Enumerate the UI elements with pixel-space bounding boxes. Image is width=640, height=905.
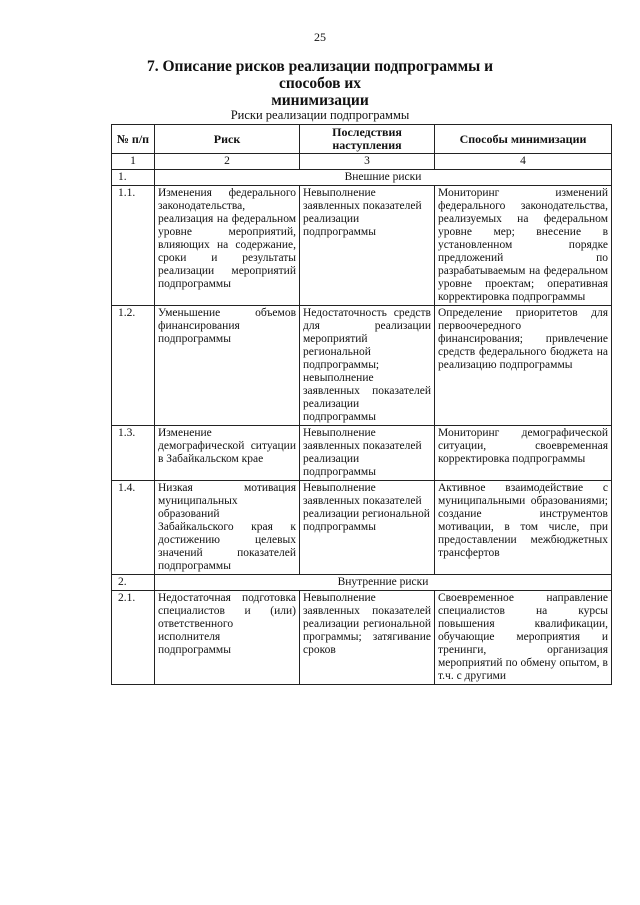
row-number: 2.1. xyxy=(112,591,155,685)
section-number: 2. xyxy=(112,575,155,591)
table-caption: Риски реализации подпрограммы xyxy=(230,108,410,122)
mitigation-cell: Определение приоритетов для первоочередного финансирования; привлечение средств федерального бюджета на реализацию подпрограммы xyxy=(435,306,612,426)
risk-cell: Недостаточная подготовка специалистов и (или) ответственного исполнителя подпрограммы xyxy=(155,591,300,685)
row-number: 1.1. xyxy=(112,186,155,306)
section-heading xyxy=(120,58,520,109)
section-number: 1. xyxy=(112,170,155,186)
column-number: 3 xyxy=(300,154,435,170)
mitigation-cell: Мониторинг изменений федерального законодательства, реализуемых на федеральном уровне мер; внесение в установленном порядке предложений по разрабатываемым на федеральном уровне проектам; оперативная корректировка подпрограммы xyxy=(435,186,612,306)
table-row xyxy=(112,306,612,426)
column-number: 4 xyxy=(435,154,612,170)
section-title: Внешние риски xyxy=(155,170,612,186)
page-number: 25 xyxy=(314,30,326,44)
section-row-external xyxy=(112,170,612,186)
column-number: 1 xyxy=(112,154,155,170)
table-header-row xyxy=(112,125,612,154)
table-row xyxy=(112,481,612,575)
risk-cell: Изменение демографической ситуации в Забайкальском крае xyxy=(155,426,300,481)
column-number: 2 xyxy=(155,154,300,170)
section-heading-line-1: 7. Описание рисков реализации подпрограммы и способов их xyxy=(146,58,494,92)
table-row xyxy=(112,426,612,481)
risk-cell: Уменьшение объемов финансирования подпрограммы xyxy=(155,306,300,426)
section-title: Внутренние риски xyxy=(155,575,612,591)
mitigation-cell: Активное взаимодействие с муниципальными образованиями; создание инструментов мотивации, в том числе, при предоставлении межбюджетных трансфертов xyxy=(435,481,612,575)
header-mitigation: Способы минимизации xyxy=(435,125,612,154)
risk-cell: Низкая мотивация муниципальных образований Забайкальского края к достижению целевых значений показателей подпрограммы xyxy=(155,481,300,575)
row-number: 1.4. xyxy=(112,481,155,575)
mitigation-cell: Своевременное направление специалистов на курсы повышения квалификации, обучающие мероприятия и тренинги, организация мероприятий по обмену опытом, в т.ч. с другими xyxy=(435,591,612,685)
table-row xyxy=(112,591,612,685)
table-row xyxy=(112,186,612,306)
row-number: 1.2. xyxy=(112,306,155,426)
header-consequence: Последствия наступления xyxy=(300,125,435,154)
consequence-cell: Невыполнение заявленных показателей реализации подпрограммы xyxy=(300,426,435,481)
header-num: № п/п xyxy=(112,125,155,154)
row-number: 1.3. xyxy=(112,426,155,481)
column-number-row xyxy=(112,154,612,170)
section-heading-line-2: минимизации xyxy=(271,92,369,109)
consequence-cell: Невыполнение заявленных показателей реализации региональной подпрограммы xyxy=(300,481,435,575)
consequence-cell: Недостаточность средств для реализации мероприятий региональной подпрограммы; невыполнение заявленных показателей реализации подпрограммы xyxy=(300,306,435,426)
header-risk: Риск xyxy=(155,125,300,154)
risk-cell: Изменения федерального законодательства, реализация на федеральном уровне мероприятий, влияющих на содержание, сроки и результаты реализации мероприятий подпрограммы xyxy=(155,186,300,306)
risks-table xyxy=(111,124,612,685)
consequence-cell: Невыполнение заявленных показателей реализации подпрограммы xyxy=(300,186,435,306)
consequence-cell: Невыполнение заявленных показателей реализации региональной программы; затягивание сроков xyxy=(300,591,435,685)
mitigation-cell: Мониторинг демографической ситуации, своевременная корректировка подпрограммы xyxy=(435,426,612,481)
section-row-internal xyxy=(112,575,612,591)
